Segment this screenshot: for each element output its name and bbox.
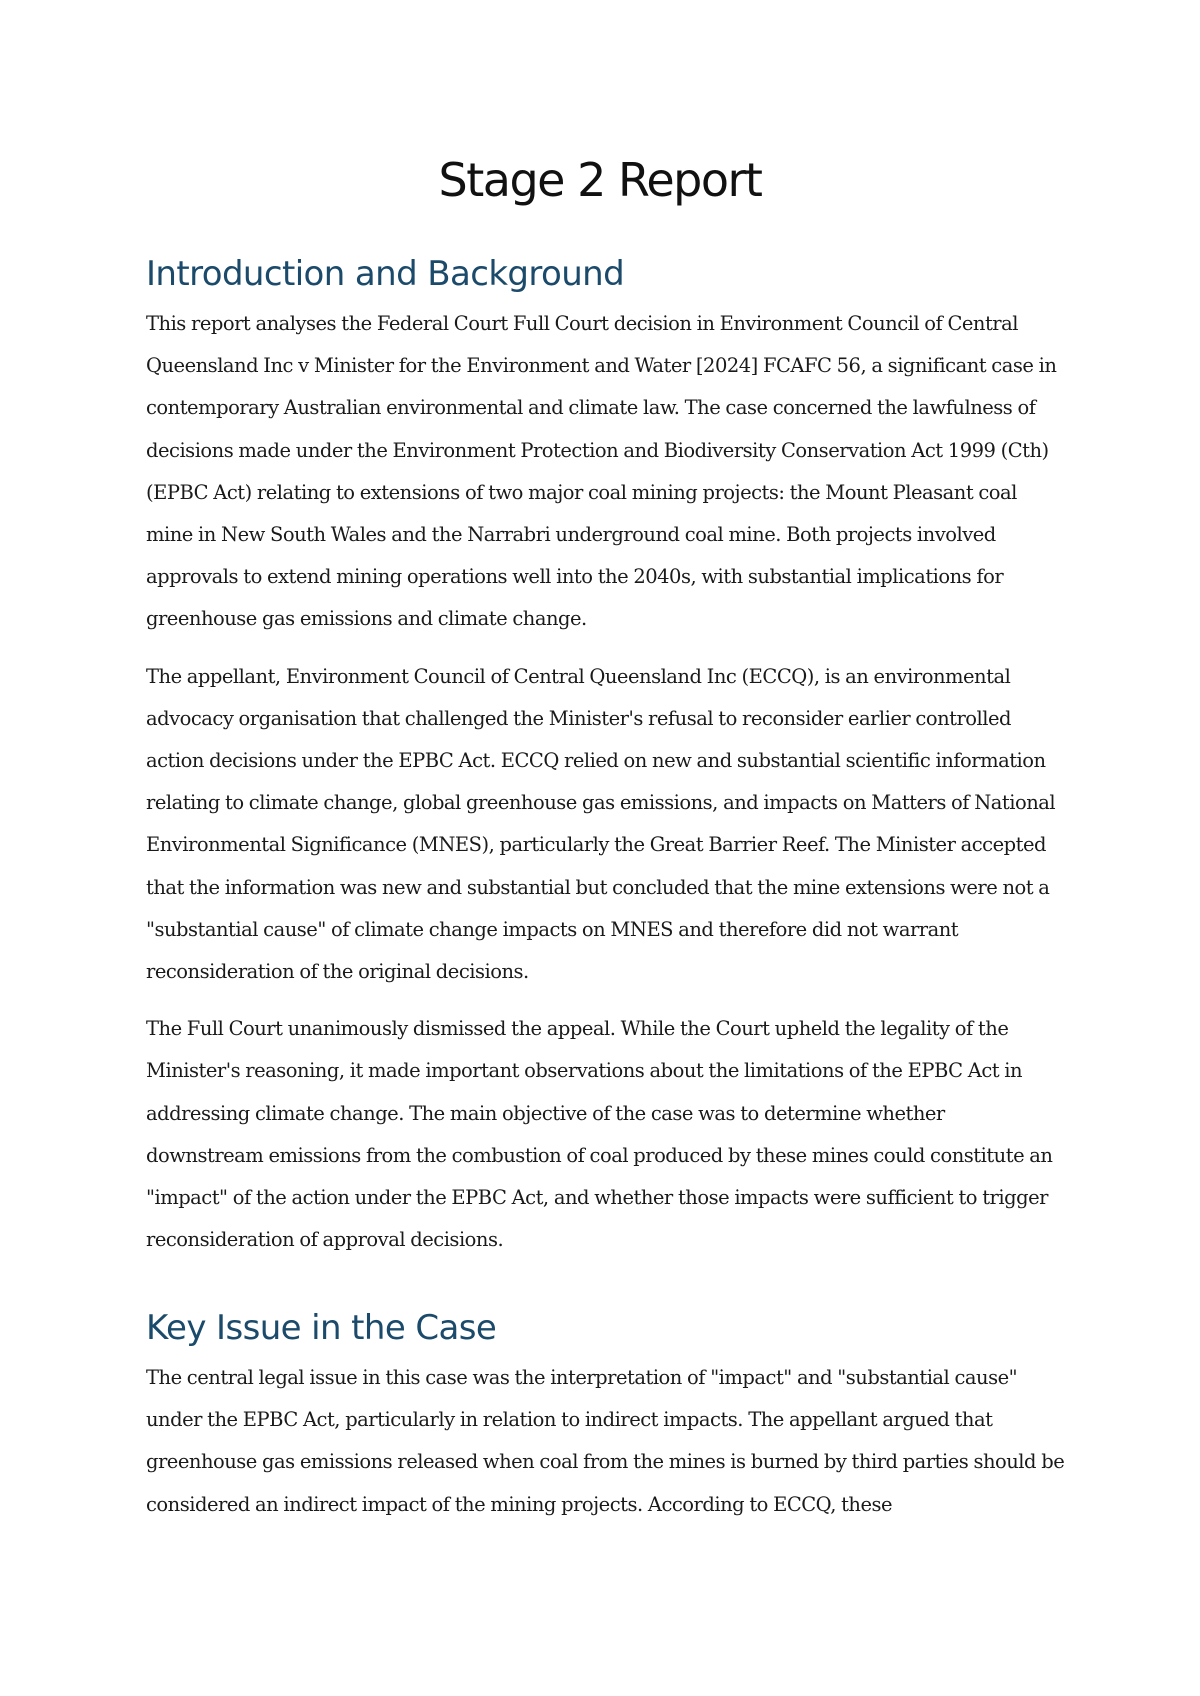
section-heading: Introduction and Background xyxy=(146,254,625,294)
paragraph: The central legal issue in this case was the interpretation of "impact" and "substantial cause" under the EPBC Act, particularly in relation to indirect impacts. The appellant argued that greenhouse gas emissions released when coal from the mines is burned by third parties should be considered an indirect impact of the mining projects. According to ECCQ, these xyxy=(146,1366,1065,1516)
paragraph: The Full Court unanimously dismissed the appeal. While the Court upheld the legality of the Minister's reasoning, it made important observations about the limitations of the EPBC Act in addressing climate change. The main objective of the case was to determine whether downstream emissions from the combustion of coal produced by these mines could constitute an "impact" of the action under the EPBC Act, and whether those impacts were sufficient to trigger reconsideration of approval decisions. xyxy=(146,1017,1053,1252)
paragraph: This report analyses the Federal Court Full Court decision in Environment Council of Central Queensland Inc v Minister for the Environment and Water [2024] FCAFC 56, a significant case in contemporary Australian environmental and climate law. The case concerned the lawfulness of decisions made under the Environment Protection and Biodiversity Conservation Act 1999 (Cth) (EPBC Act) relating to extensions of two major coal mining projects: the Mount Pleasant coal mine in New South Wales and the Narrabri underground coal mine. Both projects involved approvals to extend mining operations well into the 2040s, with substantial implications for greenhouse gas emissions and climate change. xyxy=(146,312,1057,631)
paragraph: The appellant, Environment Council of Central Queensland Inc (ECCQ), is an environmental advocacy organisation that challenged the Minister's refusal to reconsider earlier controlled action decisions under the EPBC Act. ECCQ relied on new and substantial scientific information relating to climate change, global greenhouse gas emissions, and impacts on Matters of National Environmental Significance (MNES), particularly the Great Barrier Reef. The Minister accepted that the information was new and substantial but concluded that the mine extensions were not a "substantial cause" of climate change impacts on MNES and therefore did not warrant reconsideration of the original decisions. xyxy=(146,664,1056,984)
section-key-issue-in-the-case xyxy=(146,1306,1066,1526)
section-heading: Key Issue in the Case xyxy=(146,1308,497,1348)
page-title: Stage 2 Report xyxy=(438,153,762,207)
section-introduction-and-background xyxy=(146,252,1066,1261)
